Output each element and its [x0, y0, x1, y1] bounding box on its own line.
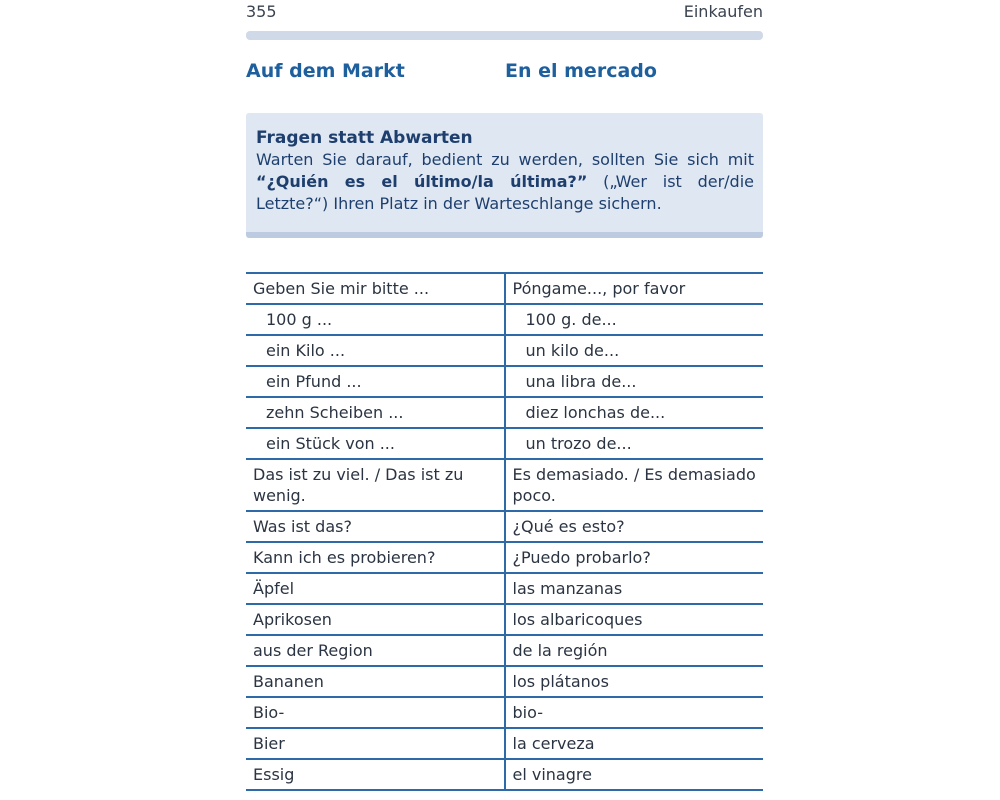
german-term: Bananen — [246, 666, 505, 697]
spanish-term: Póngame..., por favor — [505, 273, 764, 304]
tip-text-rest: („Wer ist der/die Letzte?“) Ihren Platz in der Warteschlange sichern. — [256, 172, 754, 213]
spanish-term: 100 g. de... — [505, 304, 764, 335]
german-term: Was ist das? — [246, 511, 505, 542]
german-term: Das ist zu viel. / Das ist zu wenig. — [246, 459, 505, 511]
page-number: 355 — [246, 2, 277, 21]
german-term: Essig — [246, 759, 505, 790]
section-title-german: Auf dem Markt — [246, 60, 405, 82]
german-term: Äpfel — [246, 573, 505, 604]
table-row — [246, 335, 763, 366]
table-row — [246, 304, 763, 335]
vocabulary-table — [246, 272, 763, 791]
spanish-term: los plátanos — [505, 666, 764, 697]
table-row — [246, 666, 763, 697]
german-term: Aprikosen — [246, 604, 505, 635]
table-row — [246, 366, 763, 397]
german-term: Bier — [246, 728, 505, 759]
header-divider — [246, 31, 763, 40]
spanish-term: los albaricoques — [505, 604, 764, 635]
german-term: 100 g ... — [246, 304, 505, 335]
table-row — [246, 604, 763, 635]
german-term: Geben Sie mir bitte ... — [246, 273, 505, 304]
table-row — [246, 573, 763, 604]
german-term: ein Pfund ... — [246, 366, 505, 397]
spanish-term: las manzanas — [505, 573, 764, 604]
table-row — [246, 273, 763, 304]
spanish-term: un kilo de... — [505, 335, 764, 366]
tip-text — [256, 149, 754, 215]
spanish-term: la cerveza — [505, 728, 764, 759]
german-term: Kann ich es probieren? — [246, 542, 505, 573]
spanish-term: bio- — [505, 697, 764, 728]
german-term: zehn Scheiben ... — [246, 397, 505, 428]
tip-title: Fragen statt Abwarten — [256, 128, 473, 148]
german-term: Bio- — [246, 697, 505, 728]
german-term: aus der Region — [246, 635, 505, 666]
section-title-spanish: En el mercado — [505, 60, 657, 82]
tip-text-intro: Warten Sie darauf, bedient zu werden, sollten Sie sich mit — [256, 150, 754, 169]
spanish-term: una libra de... — [505, 366, 764, 397]
table-row — [246, 428, 763, 459]
table-row — [246, 459, 763, 511]
spanish-term: ¿Qué es esto? — [505, 511, 764, 542]
spanish-term: el vinagre — [505, 759, 764, 790]
chapter-title: Einkaufen — [683, 2, 763, 21]
german-term: ein Kilo ... — [246, 335, 505, 366]
page-header — [246, 0, 763, 26]
spanish-term: Es demasiado. / Es demasiado poco. — [505, 459, 764, 511]
table-row — [246, 542, 763, 573]
table-row — [246, 697, 763, 728]
table-row — [246, 397, 763, 428]
table-row — [246, 759, 763, 790]
spanish-term: ¿Puedo probarlo? — [505, 542, 764, 573]
tip-box — [246, 113, 763, 238]
table-row — [246, 728, 763, 759]
spanish-term: un trozo de... — [505, 428, 764, 459]
spanish-term: diez lonchas de... — [505, 397, 764, 428]
spanish-term: de la región — [505, 635, 764, 666]
german-term: ein Stück von ... — [246, 428, 505, 459]
table-row — [246, 635, 763, 666]
tip-spanish-phrase: “¿Quién es el último/la última?” — [256, 172, 588, 191]
table-row — [246, 511, 763, 542]
